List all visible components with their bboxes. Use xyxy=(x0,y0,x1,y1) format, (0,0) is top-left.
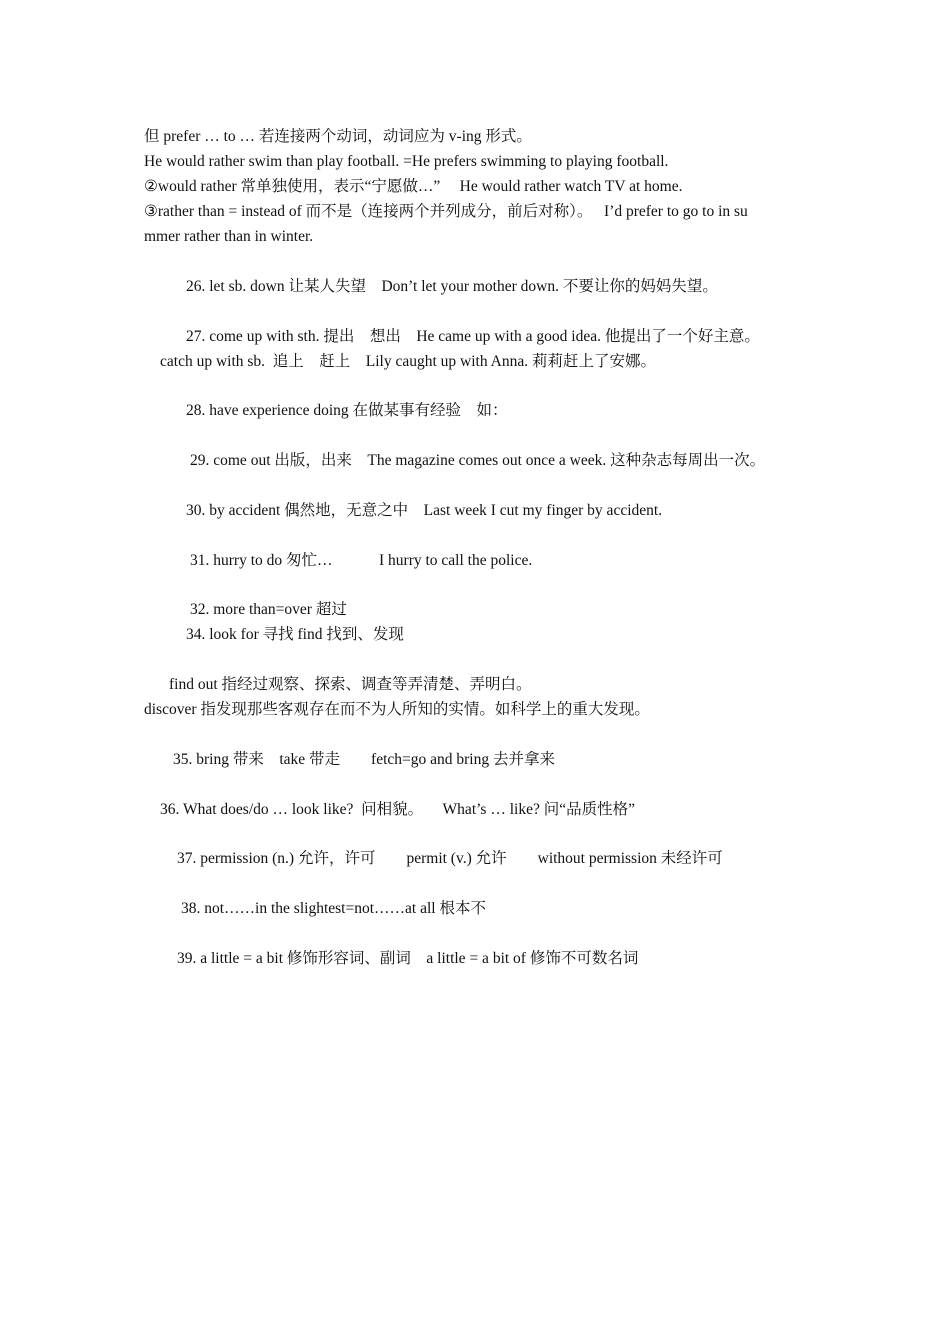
text-line-would-rather-example: He would rather swim than play football. =He prefers swimming to playing football. xyxy=(144,153,669,170)
text-line-item-31: 31. hurry to do 匆忙… I hurry to call the police. xyxy=(190,552,533,569)
text-line-item-29: 29. come out 出版，出来 The magazine comes out once a week. 这种杂志每周出一次。 xyxy=(190,452,766,469)
text-line-rather-than-cont: mmer rather than in winter. xyxy=(144,228,314,245)
text-line-item-26: 26. let sb. down 让某人失望 Don’t let your mother down. 不要让你的妈妈失望。 xyxy=(186,278,718,295)
text-line-prefer-to: 但 prefer … to … 若连接两个动词，动词应为 v-ing 形式。 xyxy=(144,128,532,145)
text-line-item-28: 28. have experience doing 在做某事有经验 如： xyxy=(186,402,508,419)
text-line-item-30: 30. by accident 偶然地，无意之中 Last week I cut my finger by accident. xyxy=(186,502,663,519)
text-line-discover: discover 指发现那些客观存在而不为人所知的实情。如科学上的重大发现。 xyxy=(144,701,650,718)
text-line-would-rather-alone: ②would rather 常单独使用，表示“宁愿做…” He would rather watch TV at home. xyxy=(144,178,683,195)
text-line-item-32: 32. more than=over 超过 xyxy=(190,601,347,618)
text-line-item-35: 35. bring 带来 take 带走 fetch=go and bring 去并拿来 xyxy=(173,751,555,768)
text-line-item-38: 38. not……in the slightest=not……at all 根本不 xyxy=(181,900,486,917)
text-line-item-34: 34. look for 寻找 find 找到、发现 xyxy=(186,626,404,643)
text-line-item-36: 36. What does/do … look like? 问相貌。 What’s … like? 问“品质性格” xyxy=(160,801,635,818)
text-line-item-27: 27. come up with sth. 提出 想出 He came up with a good idea. 他提出了一个好主意。 xyxy=(186,328,760,345)
text-line-rather-than: ③rather than = instead of 而不是（连接两个并列成分，前后对称）。 I’d prefer to go to in su xyxy=(144,203,748,220)
text-line-item-39: 39. a little = a bit 修饰形容词、副词 a little = a bit of 修饰不可数名词 xyxy=(177,950,639,967)
text-line-item-27-catch-up: catch up with sb. 追上 赶上 Lily caught up with Anna. 莉莉赶上了安娜。 xyxy=(160,353,656,370)
text-line-find-out: find out 指经过观察、探索、调查等弄清楚、弄明白。 xyxy=(169,676,532,693)
text-line-item-37: 37. permission (n.) 允许，许可 permit (v.) 允许 without permission 未经许可 xyxy=(177,850,723,867)
